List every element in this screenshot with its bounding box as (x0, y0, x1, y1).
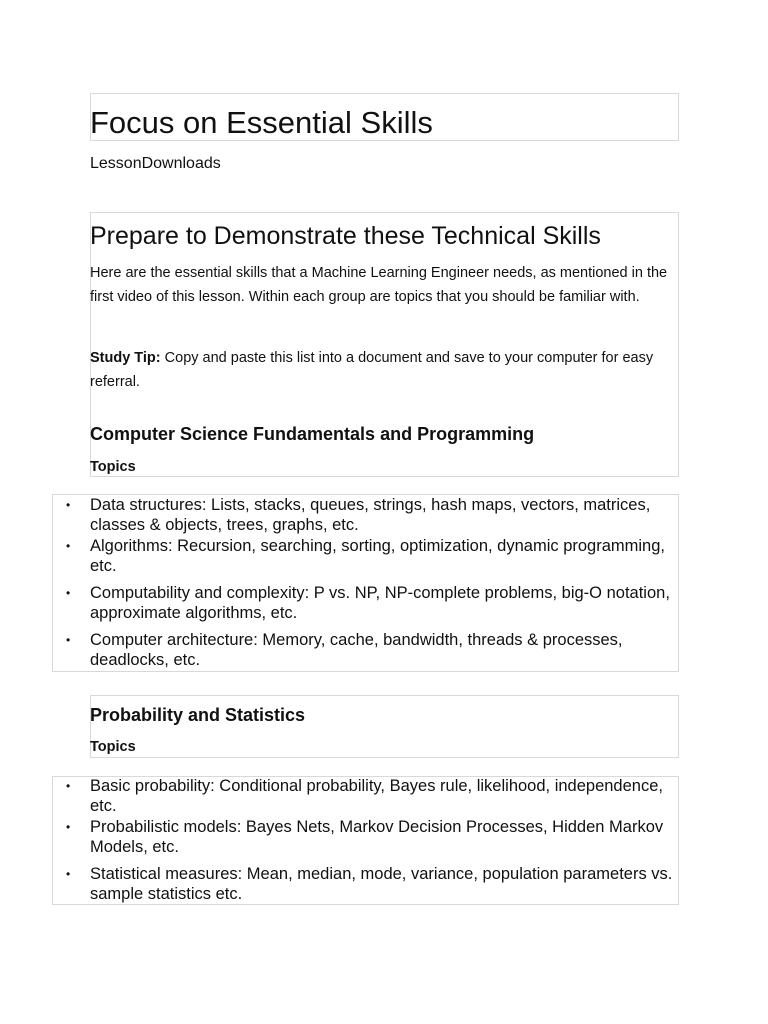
lesson-tabs (90, 154, 221, 174)
topics-label-prob: Topics (90, 739, 136, 755)
cs-topics-list (90, 496, 674, 670)
topics-label-cs: Topics (90, 459, 136, 475)
list-item: • Basic probability: Conditional probability, Bayes rule, likelihood, independence, etc. (90, 777, 674, 816)
study-tip (90, 347, 678, 394)
group-title-prob: Probability and Statistics (90, 705, 306, 725)
tab-lesson[interactable]: Lesson (90, 155, 142, 172)
list-item: • Algorithms: Recursion, searching, sorting, optimization, dynamic programming, etc. (90, 537, 674, 576)
prob-topics-list (90, 777, 674, 904)
group-title-cs: Computer Science Fundamentals and Programming (90, 424, 535, 444)
tab-downloads[interactable]: Downloads (141, 155, 221, 172)
study-tip-label: Study Tip: (90, 350, 161, 366)
list-item: • Probabilistic models: Bayes Nets, Markov Decision Processes, Hidden Markov Models, etc. (90, 818, 674, 857)
study-tip-text: Copy and paste this list into a document and save to your computer for easy referral. (90, 350, 654, 390)
list-item: • Computer architecture: Memory, cache, bandwidth, threads & processes, deadlocks, etc. (90, 631, 674, 670)
page-title: Focus on Essential Skills (90, 105, 433, 140)
intro-paragraph: Here are the essential skills that a Machine Learning Engineer needs, as mentioned in the first video of this lesson. Within each group are topics that you should be familiar with. (90, 265, 668, 305)
list-item: • Computability and complexity: P vs. NP, NP-complete problems, big-O notation, approximate algorithms, etc. (90, 584, 674, 623)
list-item: • Data structures: Lists, stacks, queues, strings, hash maps, vectors, matrices, classes & objects, trees, graphs, etc. (90, 496, 674, 535)
list-item: • Statistical measures: Mean, median, mode, variance, population parameters vs. sample statistics etc. (90, 865, 674, 904)
section-heading: Prepare to Demonstrate these Technical Skills (90, 222, 601, 250)
